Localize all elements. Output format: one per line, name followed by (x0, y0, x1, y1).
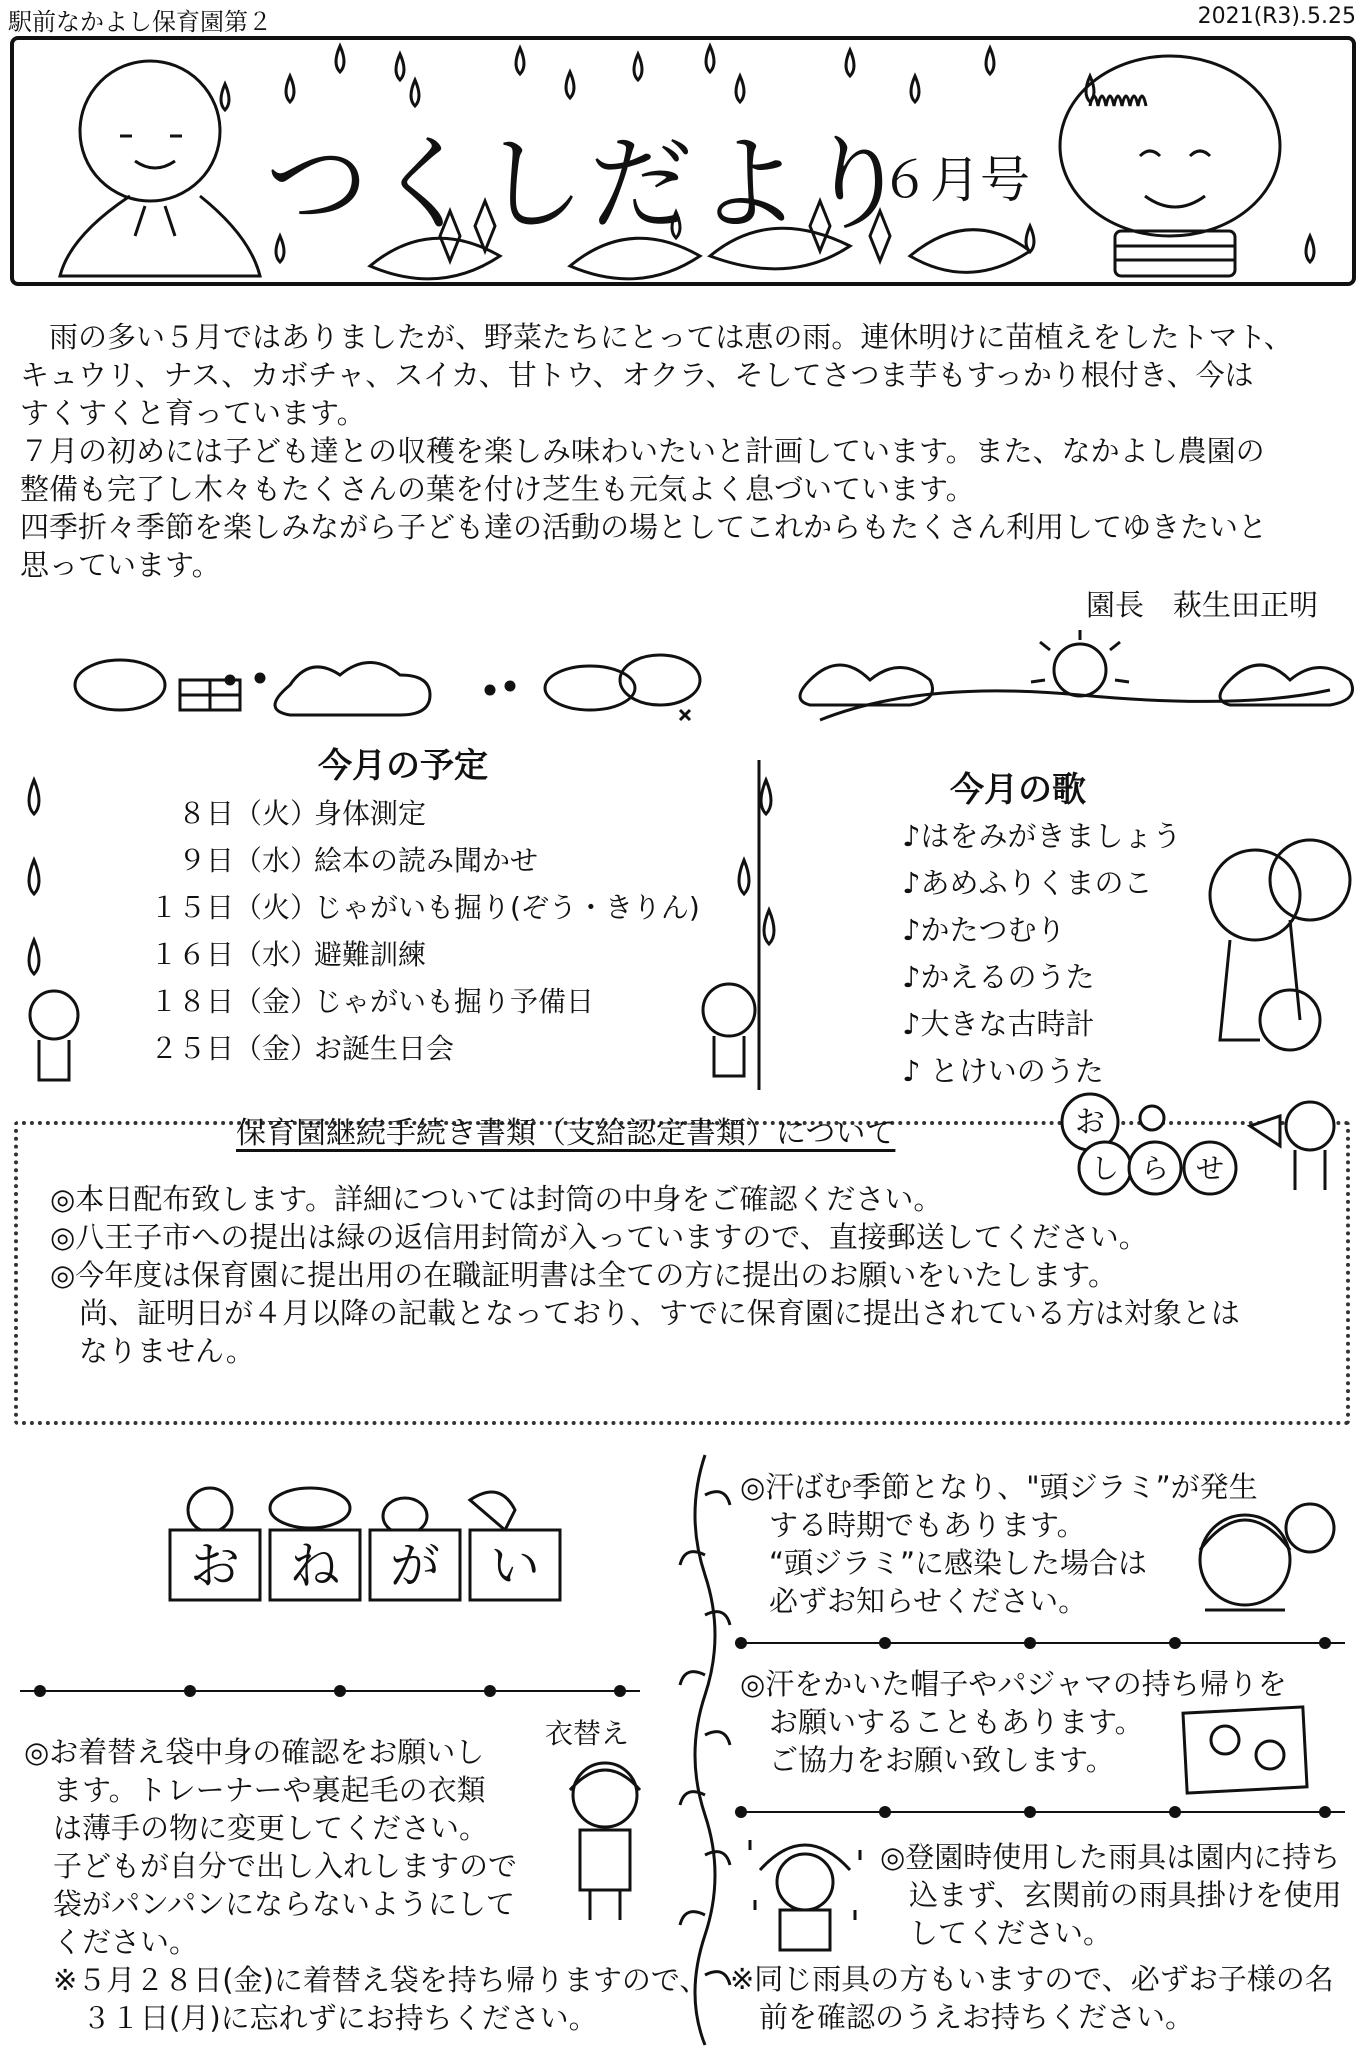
intro-line: 雨の多い５月ではありましたが、野菜たちにとっては恵の雨。連休明けに苗植えをしたトマト、 (20, 320, 1293, 354)
notice-line: ◎本日配布致します。詳細については封筒の中身をご確認ください。 (50, 1182, 943, 1216)
request-line: 込まず、玄関前の雨具掛けを使用 (880, 1878, 1342, 1912)
schedule-event: じゃがいも掘り(ぞう・きりん) (314, 891, 700, 924)
request-line: ◎お着替え袋中身の確認をお願いし (24, 1735, 485, 1769)
request-line: ◎汗ばむ季節となり、"頭ジラミ”が発生 (740, 1470, 1258, 1504)
principal-signature: 園長 萩生田正明 (1086, 588, 1319, 622)
intro-line: 四季折々季節を楽しみながら子ども達の活動の場としてこれからもたくさん利用してゆきたいと (20, 510, 1268, 544)
vine-divider (670, 1455, 740, 2045)
intro-line: ７月の初めには子ども達との収穫を楽しみ味わいたいと計画しています。また、なかよし農園の (20, 434, 1265, 468)
request-line: 前を確認のうえお持ちください。 (730, 2000, 1195, 2034)
schedule-weekday: （金） (234, 985, 319, 1018)
clothes-change-label: 衣替え (545, 1717, 630, 1750)
request-line: ください。 (24, 1925, 199, 1959)
intro-line: キュウリ、ナス、カボチャ、スイカ、甘トウ、オクラ、そしてさつま芋もすっかり根付き、今は (20, 358, 1254, 392)
song-list (902, 813, 1182, 1095)
intro-line: 整備も完了し木々もたくさんの葉を付け芝生も元気よく息づいています。 (20, 472, 975, 506)
badge-char: せ (1195, 1152, 1225, 1185)
intro-line: 思っています。 (20, 548, 221, 582)
dot-divider (20, 1685, 640, 1697)
schedule-weekday: （金） (234, 1032, 319, 1065)
song-item: ♪かたつむり (902, 913, 1066, 947)
badge-char: し (1090, 1152, 1120, 1185)
song-item: ♪あめふりくまのこ (902, 866, 1153, 900)
clothes-request (24, 1733, 708, 2037)
schedule-day: １６日 (149, 938, 234, 971)
request-line: 袋がパンパンにならないようにして (24, 1887, 515, 1921)
onegai-sign-animals (160, 1480, 560, 1630)
schedule-event: お誕生日会 (314, 1032, 455, 1065)
hats-pajamas-icon (1175, 1700, 1335, 1810)
notice-body (50, 1180, 1240, 1370)
schedule-event: 避難訓練 (314, 938, 427, 971)
child-raincoat-icon (740, 1820, 870, 1960)
schedule-weekday: （火） (234, 891, 319, 924)
request-line: ご協力をお願い致します。 (740, 1743, 1115, 1777)
raingear-notice (880, 1838, 1342, 1952)
children-umbrella-icon (1200, 840, 1350, 1060)
badge-char: ら (1140, 1152, 1170, 1185)
schedule-decorations (14, 760, 784, 1090)
request-line: してください。 (880, 1916, 1113, 1950)
song-item: ♪はをみがきましょう (902, 819, 1182, 853)
schedule-day: ２５日 (149, 1032, 234, 1065)
raingear-note (730, 1960, 1334, 2036)
onegai-char: が (390, 1537, 440, 1595)
issue-date: 2021(R3).5.25 (1197, 4, 1356, 29)
bear-icon (30, 991, 78, 1039)
schedule-weekday: （水） (234, 938, 319, 971)
intro-message (20, 318, 1340, 584)
dot-divider (735, 1637, 1345, 1649)
intro-line: すくすくと育っています。 (20, 396, 366, 430)
request-line: する時期でもあります。 (740, 1508, 1086, 1542)
request-line: ３１日(月)に忘れずにお持ちください。 (24, 2001, 598, 2035)
songs-title: 今月の歌 (950, 770, 1086, 810)
dot-divider (735, 1806, 1345, 1818)
schedule-day: ８日 (177, 797, 234, 830)
newsletter-title: つくしだより (265, 123, 914, 245)
onegai-char: い (490, 1537, 540, 1595)
sun-rain-decoration (810, 640, 1340, 740)
song-item: ♪大きな古時計 (902, 1007, 1095, 1041)
schedule-title: 今月の予定 (318, 746, 488, 786)
notice-line: ◎八王子市への提出は緑の返信用封筒が入っていますので、直接郵送してください。 (50, 1220, 1148, 1254)
request-line: ◎汗をかいた帽子やパジャマの持ち帰りを (740, 1667, 1287, 1701)
onegai-char: お (190, 1537, 240, 1595)
schedule-weekday: （水） (234, 844, 319, 877)
onegai-char: ね (290, 1537, 340, 1595)
schedule-event: 絵本の読み聞かせ (314, 844, 539, 877)
request-line: お願いすることもあります。 (740, 1705, 1144, 1739)
itchy-child-icon (1180, 1500, 1340, 1630)
schedule-day: １５日 (149, 891, 234, 924)
request-line: は薄手の物に変更してください。 (24, 1811, 489, 1845)
schedule-event: 身体測定 (314, 797, 427, 830)
issue-number: ６月号 (880, 151, 1030, 209)
schedule-weekday: （火） (234, 797, 319, 830)
request-line: 必ずお知らせください。 (740, 1584, 1088, 1618)
request-line: 子どもが自分で出し入れしますので (24, 1849, 518, 1883)
request-line: ます。トレーナーや裏起毛の衣類 (24, 1773, 486, 1807)
schedule-day: １８日 (149, 985, 234, 1018)
notice-line: ◎今年度は保育園に提出用の在職証明書は全ての方に提出のお願いをいたします。 (50, 1258, 1117, 1292)
request-line: ※同じ雨具の方もいますので、必ずお子様の名 (730, 1962, 1334, 1996)
request-line: “頭ジラミ”に感染した場合は (740, 1546, 1148, 1580)
notice-heading: 保育園継続手続き書類（支給認定書類）について (236, 1116, 896, 1151)
song-item: ♪ とけいのうた (902, 1054, 1104, 1088)
request-line: ※５月２８日(金)に着替え袋を持ち帰りますので、 (24, 1963, 709, 1997)
teru-teru-bozu-icon (60, 61, 260, 276)
song-item: ♪かえるのうた (902, 960, 1095, 994)
school-name: 駅前なかよし保育園第２ (8, 8, 272, 36)
schedule-event: じゃがいも掘り予備日 (314, 985, 595, 1018)
request-line: ◎登園時使用した雨具は園内に持ち (880, 1840, 1341, 1874)
badge-char: お (1075, 1105, 1105, 1140)
notice-line: なりません。 (50, 1334, 255, 1368)
notice-line: 尚、証明日が４月以降の記載となっており、すでに保育園に提出されている方は対象とは (50, 1296, 1240, 1330)
clouds-animals-decoration (60, 650, 720, 730)
schedule-day: ９日 (177, 844, 234, 877)
